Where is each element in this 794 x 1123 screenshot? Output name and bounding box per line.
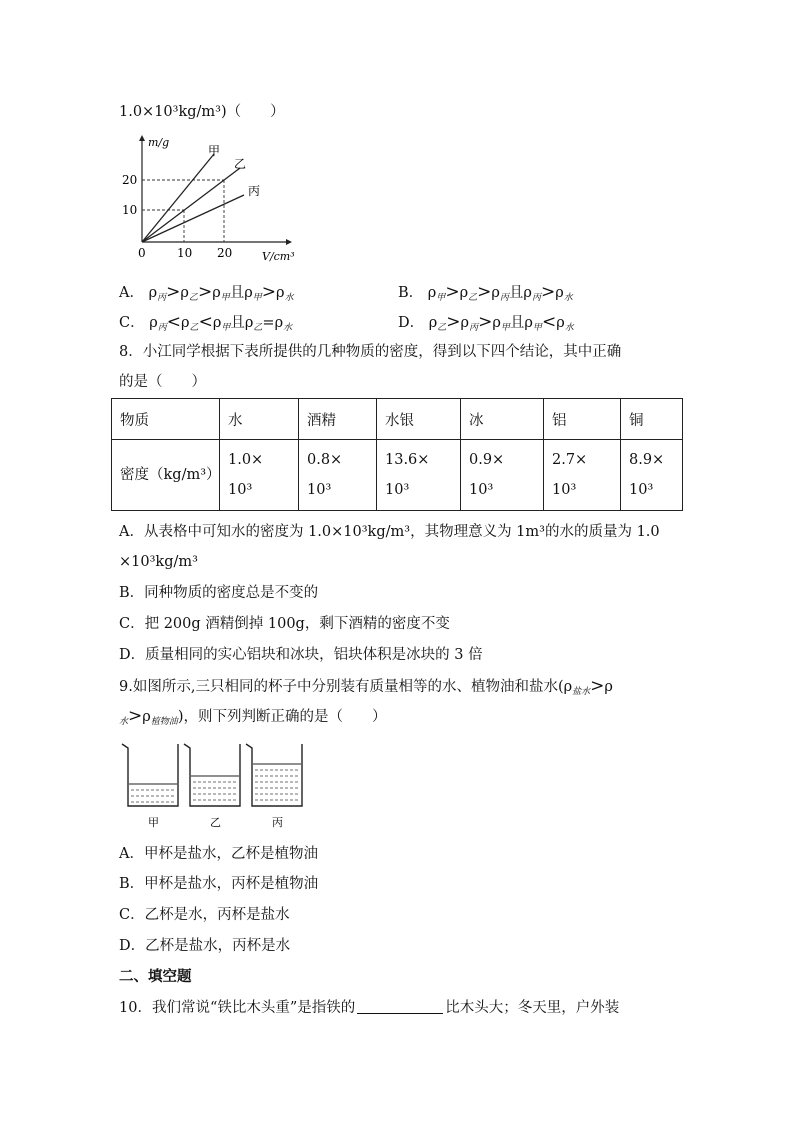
x-tick-0: 0 [138,246,146,260]
answer-blank[interactable] [357,999,443,1014]
line-yi [142,168,240,242]
q7-option-d: D． $\rho_乙>\rho_丙>\rho_甲$且$\rho_甲<\rho_水$ [398,312,574,333]
density-cell: 0.9× 10³ [461,440,544,511]
section-title-fill-in: 二、填空题 [119,969,192,985]
row-label: 密度（kg/m³） [112,440,220,511]
x-tick-20: 20 [217,246,233,260]
header-cell: 冰 [461,399,544,440]
q7-option-a: A． $\rho_丙>\rho_乙>\rho_甲$且$\rho_甲>\rho_水$ [119,282,294,303]
q9-option-b: B．甲杯是盐水，丙杯是植物油 [119,876,319,892]
density-table [111,398,683,511]
cup-label-bing: 丙 [272,816,283,829]
table-header-row [112,399,683,440]
label-bing: 丙 [248,184,261,198]
q8-stem-line1: 8．小江同学根据下表所提供的几种物质的密度，得到以下四个结论，其中正确 [119,344,622,360]
q7-mass-volume-graph [120,132,300,267]
q7-option-b: B． $\rho_甲>\rho_乙>\rho_丙$且$\rho_丙>\rho_水$ [398,282,573,303]
cup-yi [184,744,240,806]
q8-stem-line2: 的是（ ） [119,374,206,390]
q8-option-b: B．同种物质的密度总是不变的 [119,585,319,601]
density-cell: 1.0× 10³ [220,440,299,511]
header-cell: 水银 [377,399,461,440]
header-cell: 水 [220,399,299,440]
q8-option-d: D．质量相同的实心铝块和冰块，铝块体积是冰块的 3 倍 [119,647,483,663]
header-cell: 铜 [621,399,683,440]
line-bing [142,195,244,242]
x-tick-10: 10 [177,246,193,260]
y-tick-20: 20 [122,173,138,187]
q9-stem-line1: 9.如图所示,三只相同的杯子中分别装有质量相等的水、植物油和盐水($\rho_{盐水}>\rho$ [119,676,613,697]
header-cell: 铝 [544,399,621,440]
table-density-row [112,440,683,511]
q9-option-a: A．甲杯是盐水，乙杯是植物油 [119,846,318,862]
y-axis-label: m/g [148,136,170,149]
q8-option-a-line2: ×10³kg/m³ [119,554,198,570]
q9-stem-line2: $_水>\rho_{植物油}$)，则下列判断正确的是（ ） [119,706,387,727]
q8-option-a-line1: A．从表格中可知水的密度为 1.0×10³kg/m³，其物理意义为 1m³的水的质量为 1.0 [119,524,660,540]
density-cell: 0.8× 10³ [299,440,377,511]
three-cups-figure [118,740,308,830]
cup-label-jia: 甲 [148,816,159,829]
density-cell: 8.9× 10³ [621,440,683,511]
cup-bing [246,744,302,806]
header-cell: 酒精 [299,399,377,440]
q9-option-c: C．乙杯是水，丙杯是盐水 [119,907,290,923]
q7-stem-tail: 1.0×10³kg/m³)（ ） [119,104,285,120]
q7-option-c: C． $\rho_丙<\rho_乙<\rho_甲$且$\rho_乙=\rho_水$ [119,312,293,333]
q9-option-d: D．乙杯是盐水，丙杯是水 [119,938,291,954]
x-axis-label: V/cm³ [262,250,295,263]
cup-label-yi: 乙 [210,816,221,829]
cup-jia [122,744,178,806]
density-cell: 2.7× 10³ [544,440,621,511]
density-cell: 13.6× 10³ [377,440,461,511]
line-jia [142,154,214,242]
label-jia: 甲 [208,144,221,158]
header-cell: 物质 [112,399,220,440]
y-tick-10: 10 [122,203,138,217]
label-yi: 乙 [234,157,247,171]
q10-stem: 10．我们常说“铁比木头重”是指铁的 比木头大；冬天里，户外装 [119,1000,620,1016]
q8-option-c: C．把 200g 酒精倒掉 100g，剩下酒精的密度不变 [119,616,450,632]
